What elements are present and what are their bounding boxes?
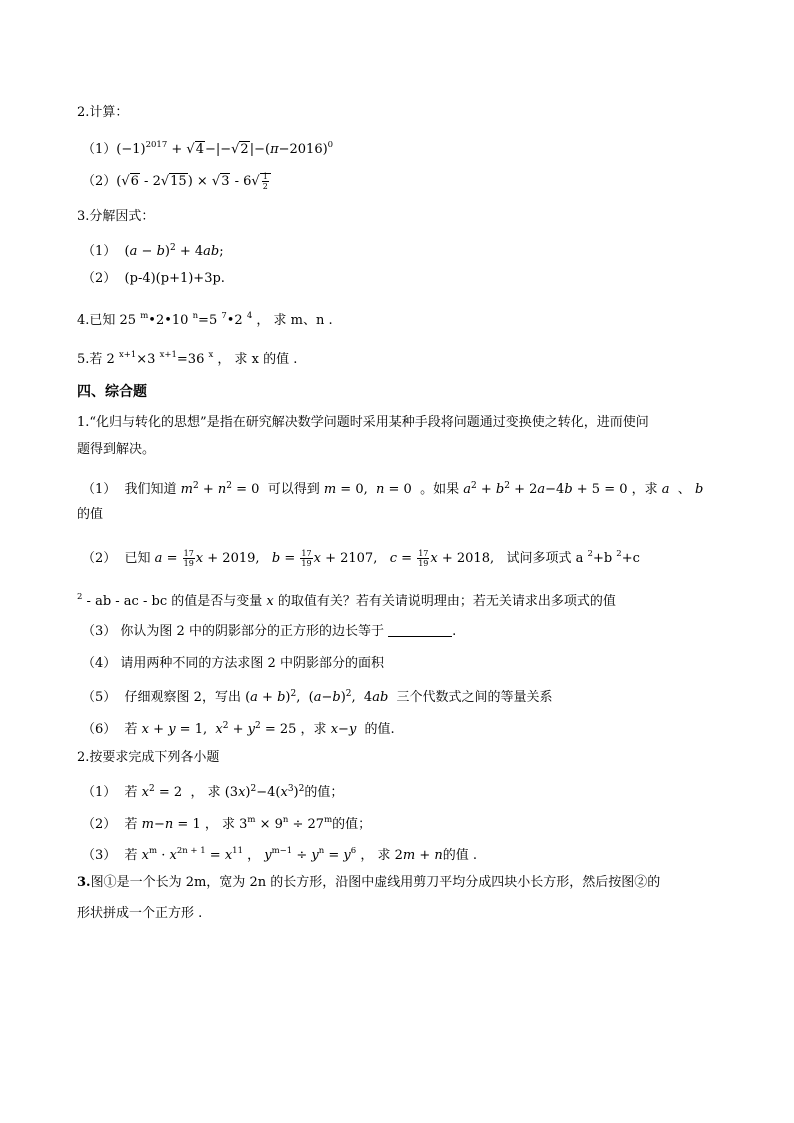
- q2-part1-label: （1）: [82, 142, 117, 157]
- c2-part1: （1） 若 $x^2 = 2$ ， 求 $(3x)^2-4(x^3)^2$的值；: [82, 784, 344, 800]
- q3-part2-expr: (p-4)(p+1)+3p.: [124, 271, 225, 286]
- q2-part2-expr: (√6 - 2√15) × √3 - 6√ $\frac{1}{2}$: [116, 173, 271, 189]
- q3-part1-label: （1）: [82, 244, 117, 259]
- q2-part2: [82, 172, 271, 191]
- answer-blank: [388, 624, 452, 637]
- c1-part3: （3） 你认为图 2 中的阴影部分的正方形的边长等于 .: [82, 624, 457, 639]
- c1-intro-line1: 1.“化归与转化的思想”是指在研究解决数学问题时采用某种手段将问题通过变换使之转化，进而使问: [77, 415, 649, 430]
- c1-part3-text: （3） 你认为图 2 中的阴影部分的正方形的边长等于: [82, 624, 384, 639]
- c3-line1: 3.图①是一个长为 2m，宽为 2n 的长方形，沿图中虚线用剪刀平均分成四块小长方形，然后按图②的: [77, 875, 661, 890]
- c1-part2-cont: $^2$ - ab - ac - bc 的值是否与变量 x 的取值有关？若有关请说明理由；若无关请求出多项式的值: [77, 592, 616, 609]
- c3-line2: 形状拼成一个正方形 .: [77, 906, 203, 921]
- c1-part4: （4） 请用两种不同的方法求图 2 中阴影部分的面积: [82, 656, 384, 671]
- c1-part1-cont: 的值: [77, 507, 104, 522]
- q3-part1-expr: $(a - b)^2 + 4ab$;: [124, 243, 224, 259]
- c2-title: 2.按要求完成下列各小题: [77, 750, 220, 765]
- c2-part2: （2） 若 m−n = 1 ， 求 $3^m \times 9^n \div 27^m$的值；: [82, 815, 372, 832]
- c2-part3: （3） 若 $x^m \cdot x^{2n + 1} = x^{11}$ ， $y^{m-1} \div y^n = y^6$ ， 求 2m + n的值 .: [82, 846, 477, 863]
- q2-part1: [82, 136, 333, 159]
- section-heading: 四、综合题: [77, 384, 147, 400]
- c1-part2: （2） 已知 a = $\frac{17}{19}$ x + 2019, b = $\frac{17}{19}$ x + 2107, c = $\frac{17}{19}$ x + 2018, 试问多项式 a $^2$+b $^2$+c: [82, 549, 640, 568]
- c1-intro-line2: 题得到解决。: [77, 442, 156, 457]
- q2-part2-label: （2）: [82, 174, 117, 189]
- q5: 5.若 2 $^{x+1}$×3 $^{x+1}$=36 $^x$ ， 求 x 的值 .: [77, 350, 298, 367]
- c1-part5: （5） 仔细观察图 2，写出 $(a + b)^2$, $(a-b)^2$, 4ab 三个代数式之间的等量关系: [82, 689, 553, 705]
- q3-title: 3.分解因式：: [77, 209, 155, 224]
- c1-part6: （6） 若 x + y = 1, $x^2 + y^2 = 25$ ，求 x−y 的值.: [82, 721, 395, 737]
- q3-part1: [82, 239, 224, 261]
- q2-title: 2.计算：: [77, 105, 129, 120]
- q3-part2: [82, 270, 225, 288]
- q3-part2-label: （2）: [82, 271, 117, 286]
- q2-part1-expr: $(-1)^{2017} + √4-|-√2|-(\pi-2016)^0$: [116, 140, 334, 157]
- q4: 4.已知 25 $^m$•2•10 $^n$=5 $^7$•2 $^4$ ， 求 m、n .: [77, 311, 333, 328]
- c1-part1: （1） 我们知道 $m^2 + n^2 = 0$ 可以得到 m = 0, n = 0 。如果 $a^2 + b^2 + 2a-4b + 5 = 0$ ，求 a 、 b: [82, 481, 704, 497]
